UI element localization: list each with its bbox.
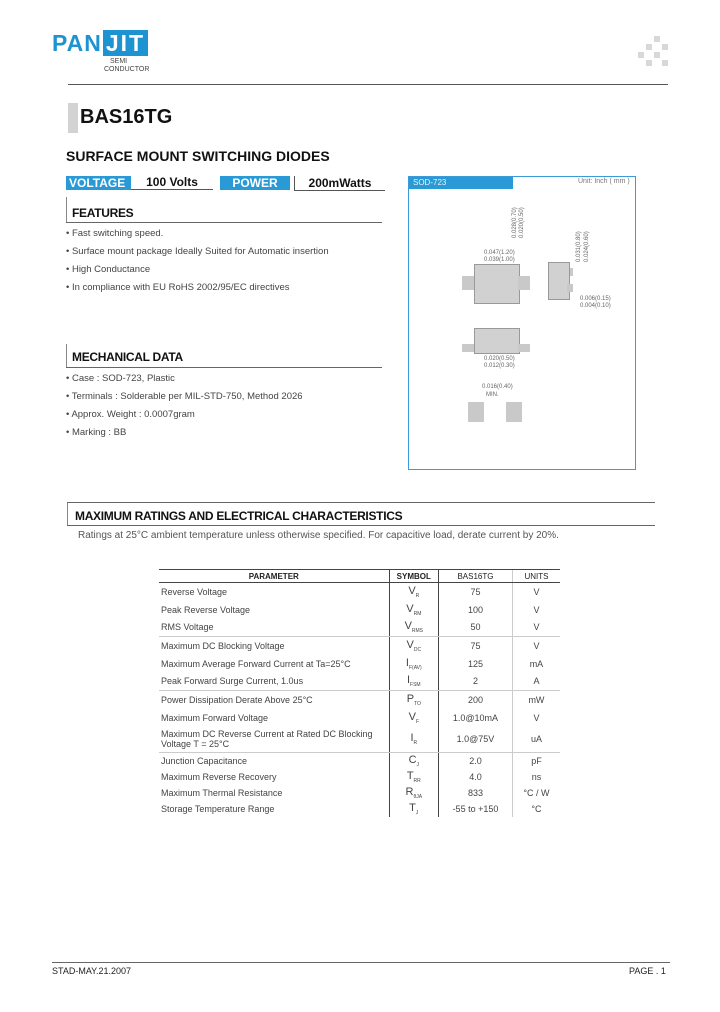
features-rule [66, 222, 382, 223]
unit-cell: pF [512, 753, 560, 769]
header-part: BAS16TG [439, 570, 513, 583]
table-row [159, 709, 560, 727]
package-lead [567, 284, 573, 292]
unit-cell: V [512, 583, 560, 601]
package-body-top-view [474, 264, 520, 304]
list-item: • Approx. Weight : 0.0007gram [66, 409, 195, 420]
value-cell: 1.0@75V [439, 727, 513, 753]
dim-label: 0.024(0.60) [584, 231, 590, 262]
value-cell: -55 to +150 [452, 803, 499, 814]
mechanical-title: MECHANICAL DATA [72, 350, 183, 364]
dim-label: MIN. [486, 392, 499, 398]
package-lead [518, 344, 530, 352]
unit-cell: °C / W [512, 785, 560, 801]
unit-cell: A [512, 673, 560, 691]
param-cell: Peak Reverse Voltage [161, 604, 251, 615]
value-cell: 200 [467, 694, 483, 705]
symbol-cell [389, 619, 439, 637]
power-value: 200mWatts [294, 176, 385, 191]
features-list [66, 228, 329, 300]
package-body-side-view [548, 262, 570, 300]
symbol-cell [389, 583, 439, 601]
features-title: FEATURES [72, 206, 134, 220]
table-row [159, 801, 560, 817]
symbol-subscript: θJA [413, 793, 423, 800]
symbol-cell [389, 637, 439, 655]
symbol-subscript: TO [414, 700, 421, 707]
dim-label: 0.004(0.10) [580, 303, 611, 309]
symbol-main: I [406, 674, 411, 687]
dim-label: 0.028(0.70) [512, 207, 518, 238]
symbol-main: R [405, 785, 414, 798]
ratings-note: Ratings at 25°C ambient temperature unless otherwise specified. For capacitive load, derate current by 20%. [78, 530, 559, 541]
param-cell: Maximum Reverse Recovery [161, 771, 277, 782]
symbol-main: C [408, 753, 417, 766]
param-cell: Junction Capacitance [161, 755, 248, 766]
header-parameter: PARAMETER [159, 570, 389, 583]
value-cell: 125 [467, 658, 483, 669]
ratings-divider [67, 502, 68, 526]
package-lead [462, 344, 474, 352]
package-lead [462, 276, 474, 290]
list-item: • Case : SOD-723, Plastic [66, 373, 175, 384]
ratings-title: MAXIMUM RATINGS AND ELECTRICAL CHARACTERISTICS [75, 509, 403, 523]
footprint-pad [468, 402, 484, 422]
table-row [159, 753, 560, 769]
mechanical-list [66, 373, 303, 445]
dim-label: 0.012(0.30) [484, 363, 515, 369]
symbol-main: V [408, 584, 416, 597]
unit-cell: uA [512, 727, 560, 753]
symbol-subscript: R [415, 592, 420, 599]
footprint-pad [506, 402, 522, 422]
symbol-subscript: FSM [410, 682, 421, 689]
package-body-front-view [474, 328, 520, 354]
symbol-cell [389, 785, 439, 801]
param-cell: Maximum Average Forward Current at Ta=25°C [161, 658, 351, 669]
logo-pan: PAN [52, 30, 102, 56]
symbol-main: V [406, 602, 414, 615]
mechanical-rule [66, 367, 382, 368]
symbol-cell [389, 691, 439, 709]
dim-label: 0.039(1.00) [484, 257, 515, 263]
symbol-cell [389, 753, 439, 769]
symbol-subscript: RMS [411, 628, 424, 635]
logo-semi: SEMI [110, 58, 128, 65]
value-cell: 1.0@10mA [452, 712, 499, 723]
ratings-table [159, 569, 560, 817]
header-rule [68, 84, 668, 85]
param-cell: Maximum Thermal Resistance [161, 787, 283, 798]
symbol-main: V [404, 620, 412, 633]
part-number: BAS16TG [80, 106, 173, 128]
symbol-main: V [408, 710, 416, 723]
voltage-value: 100 Volts [131, 175, 213, 190]
table-row [159, 691, 560, 709]
company-logo [52, 30, 148, 57]
value-cell: 75 [470, 640, 481, 651]
symbol-main: V [406, 638, 414, 651]
symbol-cell [389, 709, 439, 727]
symbol-cell [389, 727, 439, 753]
unit-cell: V [512, 601, 560, 619]
symbol-cell [389, 655, 439, 673]
param-cell: Power Dissipation Derate Above 25°C [161, 694, 313, 705]
dim-label: 0.020(0.50) [484, 356, 515, 362]
package-lead [518, 276, 530, 290]
list-item: • Terminals : Solderable per MIL-STD-750, Method 2026 [66, 391, 303, 402]
table-row [159, 601, 560, 619]
symbol-main: P [406, 692, 415, 705]
table-row [159, 583, 560, 601]
symbol-subscript: J [415, 809, 419, 816]
list-item: • In compliance with EU RoHS 2002/95/EC directives [66, 282, 290, 293]
symbol-subscript: J [416, 761, 420, 768]
value-cell: 833 [467, 787, 483, 798]
title-accent-bar [68, 103, 78, 133]
page-number: PAGE . 1 [629, 966, 666, 976]
symbol-main: T [406, 769, 414, 782]
table-row [159, 769, 560, 785]
list-item: • High Conductance [66, 264, 151, 275]
dim-label: 0.006(0.15) [580, 296, 611, 302]
table-row [159, 655, 560, 673]
symbol-cell [389, 673, 439, 691]
footer-rule [52, 962, 670, 963]
param-cell: Maximum DC Blocking Voltage [161, 640, 285, 651]
unit-cell: V [512, 637, 560, 655]
unit-cell: °C [512, 801, 560, 817]
symbol-main: I [405, 656, 409, 669]
ratings-rule [67, 525, 655, 526]
value-cell: 2.0 [469, 755, 482, 766]
unit-cell: mA [512, 655, 560, 673]
table-row [159, 619, 560, 637]
list-item: • Marking : BB [66, 427, 127, 438]
logo-conductor: CONDUCTOR [104, 66, 150, 73]
symbol-subscript: R [413, 740, 418, 747]
symbol-main: I [410, 732, 414, 745]
symbol-cell [389, 801, 439, 817]
header-units: UNITS [512, 570, 560, 583]
symbol-subscript: F(AV) [408, 664, 422, 671]
symbol-subscript: RR [413, 777, 421, 784]
unit-cell: ns [512, 769, 560, 785]
dim-label: 0.016(0.40) [482, 384, 513, 390]
value-cell: 100 [467, 604, 483, 615]
page-subtitle: SURFACE MOUNT SWITCHING DIODES [66, 148, 330, 164]
package-name: SOD-723 [409, 177, 513, 189]
voltage-label: VOLTAGE [66, 176, 131, 190]
footer-date: STAD-MAY.21.2007 [52, 966, 132, 976]
param-cell: Maximum Forward Voltage [161, 712, 269, 723]
dim-label: 0.047(1.20) [484, 250, 515, 256]
package-unit: Unit: Inch ( mm ) [578, 178, 630, 185]
value-cell: 4.0 [469, 771, 482, 782]
symbol-cell [389, 769, 439, 785]
table-row [159, 727, 560, 753]
param-cell: Maximum DC Reverse Current at Rated DC Blocking Voltage T = 25°C [159, 727, 389, 753]
symbol-subscript: RM [413, 610, 422, 617]
table-row [159, 673, 560, 691]
unit-cell: mW [512, 691, 560, 709]
unit-cell: V [512, 709, 560, 727]
value-cell: 50 [439, 619, 513, 637]
logo-subtitle [104, 58, 149, 74]
table-row [159, 785, 560, 801]
symbol-main: T [409, 801, 416, 814]
dim-label: 0.031(0.80) [576, 231, 582, 262]
decorative-squares-icon [638, 36, 670, 68]
dim-label: 0.020(0.50) [519, 207, 525, 238]
value-cell: 75 [470, 586, 481, 597]
table-header-row [159, 570, 560, 583]
param-cell: Peak Forward Surge Current, 1.0us [159, 673, 389, 691]
value-cell: 2 [439, 673, 513, 691]
logo-jit: JIT [103, 30, 148, 56]
header-symbol: SYMBOL [389, 570, 439, 583]
symbol-subscript: F [415, 718, 419, 725]
unit-cell: V [512, 619, 560, 637]
table-row [159, 637, 560, 655]
param-cell: RMS Voltage [159, 619, 389, 637]
param-cell: Reverse Voltage [161, 586, 228, 597]
symbol-subscript: DC [413, 646, 422, 653]
list-item: • Surface mount package Ideally Suited for Automatic insertion [66, 246, 329, 257]
features-divider [66, 197, 67, 223]
mechanical-divider [66, 344, 67, 368]
ratings-top-rule [67, 502, 655, 503]
list-item: • Fast switching speed. [66, 228, 164, 239]
symbol-cell [389, 601, 439, 619]
power-label: POWER [220, 176, 290, 190]
param-cell: Storage Temperature Range [161, 803, 275, 814]
